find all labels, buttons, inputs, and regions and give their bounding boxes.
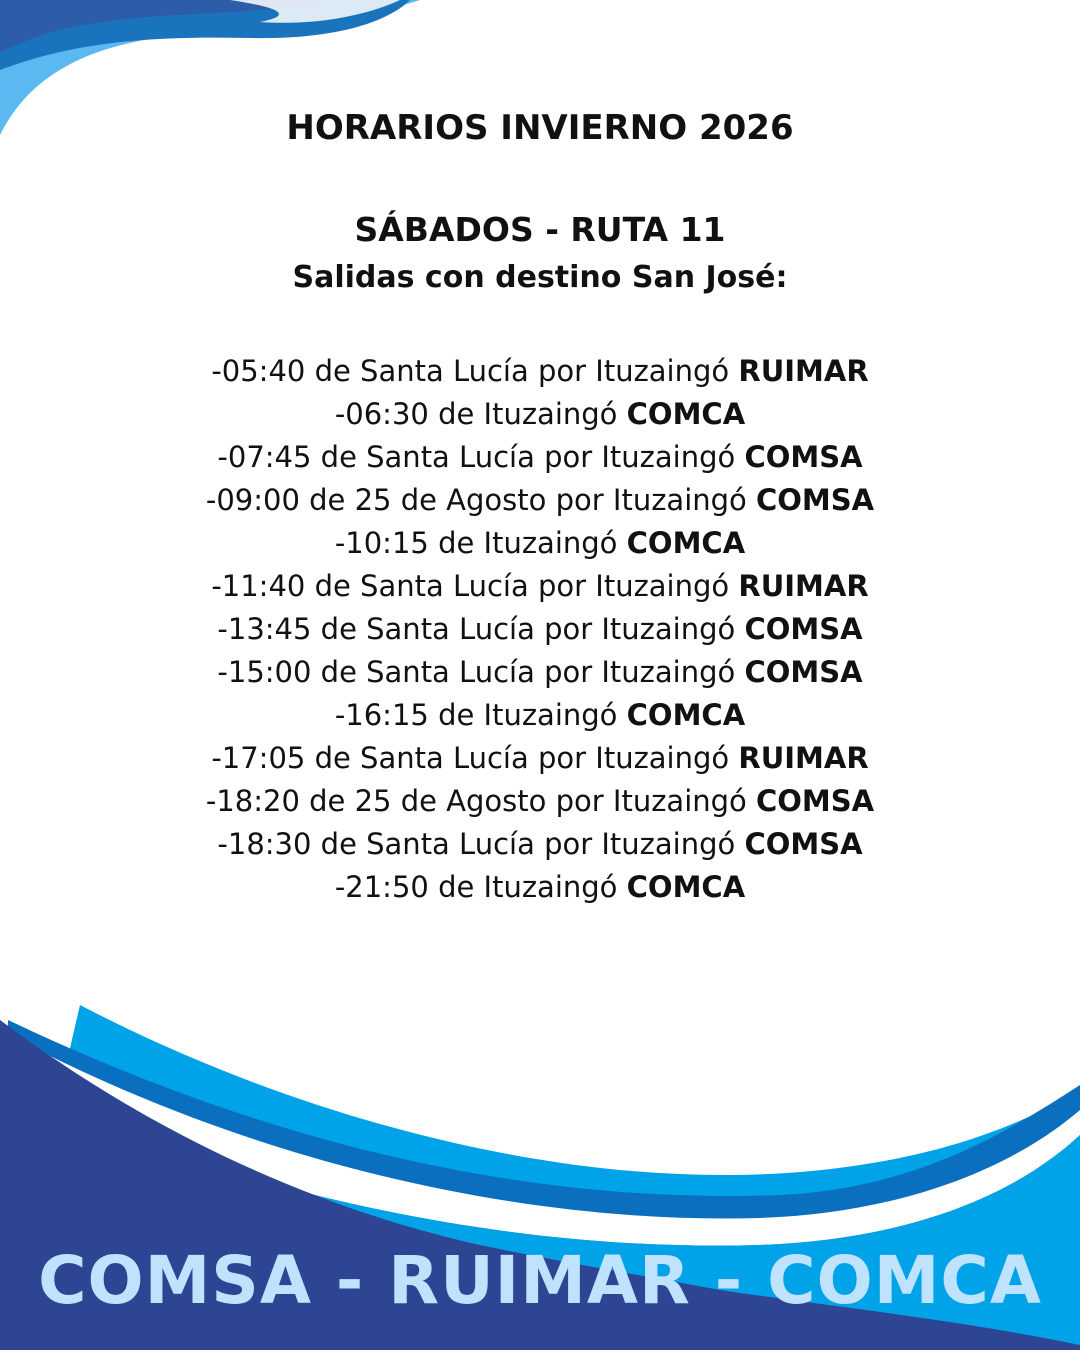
company-name: RUIMAR	[738, 741, 869, 775]
list-item	[0, 565, 1080, 608]
departure-text: -16:15 de Ituzaingó	[334, 698, 618, 732]
list-item	[0, 737, 1080, 780]
list-item	[0, 694, 1080, 737]
departure-text: -13:45 de Santa Lucía por Ituzaingó	[217, 612, 736, 646]
departure-text: -18:30 de Santa Lucía por Ituzaingó	[217, 827, 736, 861]
poster-title: HORARIOS INVIERNO 2026	[286, 108, 794, 148]
company-name: COMSA	[744, 827, 863, 861]
company-name: COMCA	[626, 698, 746, 732]
list-item	[0, 866, 1080, 909]
destination-heading: Salidas con destino San José:	[292, 260, 788, 295]
company-name: COMSA	[756, 483, 875, 517]
company-name: RUIMAR	[738, 569, 869, 603]
list-item	[0, 393, 1080, 436]
company-name: COMSA	[756, 784, 875, 818]
list-item	[0, 608, 1080, 651]
departure-text: -10:15 de Ituzaingó	[334, 526, 618, 560]
company-name: COMSA	[744, 655, 863, 689]
company-name: COMSA	[744, 440, 863, 474]
company-name: RUIMAR	[738, 354, 869, 388]
company-name: COMCA	[626, 397, 746, 431]
departure-text: -17:05 de Santa Lucía por Ituzaingó	[211, 741, 730, 775]
company-name: COMCA	[626, 526, 746, 560]
departure-text: -11:40 de Santa Lucía por Ituzaingó	[211, 569, 730, 603]
company-name: COMSA	[744, 612, 863, 646]
departure-text: -07:45 de Santa Lucía por Ituzaingó	[217, 440, 736, 474]
list-item	[0, 350, 1080, 393]
route-subtitle: SÁBADOS - RUTA 11	[354, 210, 726, 249]
footer-companies: COMSA - RUIMAR - COMCA	[38, 1242, 1042, 1319]
list-item	[0, 651, 1080, 694]
departure-text: -15:00 de Santa Lucía por Ituzaingó	[217, 655, 736, 689]
departure-text: -09:00 de 25 de Agosto por Ituzaingó	[205, 483, 747, 517]
departure-text: -18:20 de 25 de Agosto por Ituzaingó	[205, 784, 747, 818]
departure-text: -05:40 de Santa Lucía por Ituzaingó	[211, 354, 730, 388]
list-item	[0, 436, 1080, 479]
list-item	[0, 823, 1080, 866]
list-item	[0, 780, 1080, 823]
list-item	[0, 479, 1080, 522]
departure-text: -21:50 de Ituzaingó	[334, 870, 618, 904]
departure-text: -06:30 de Ituzaingó	[334, 397, 618, 431]
departure-list	[0, 350, 1080, 909]
company-name: COMCA	[626, 870, 746, 904]
list-item	[0, 522, 1080, 565]
